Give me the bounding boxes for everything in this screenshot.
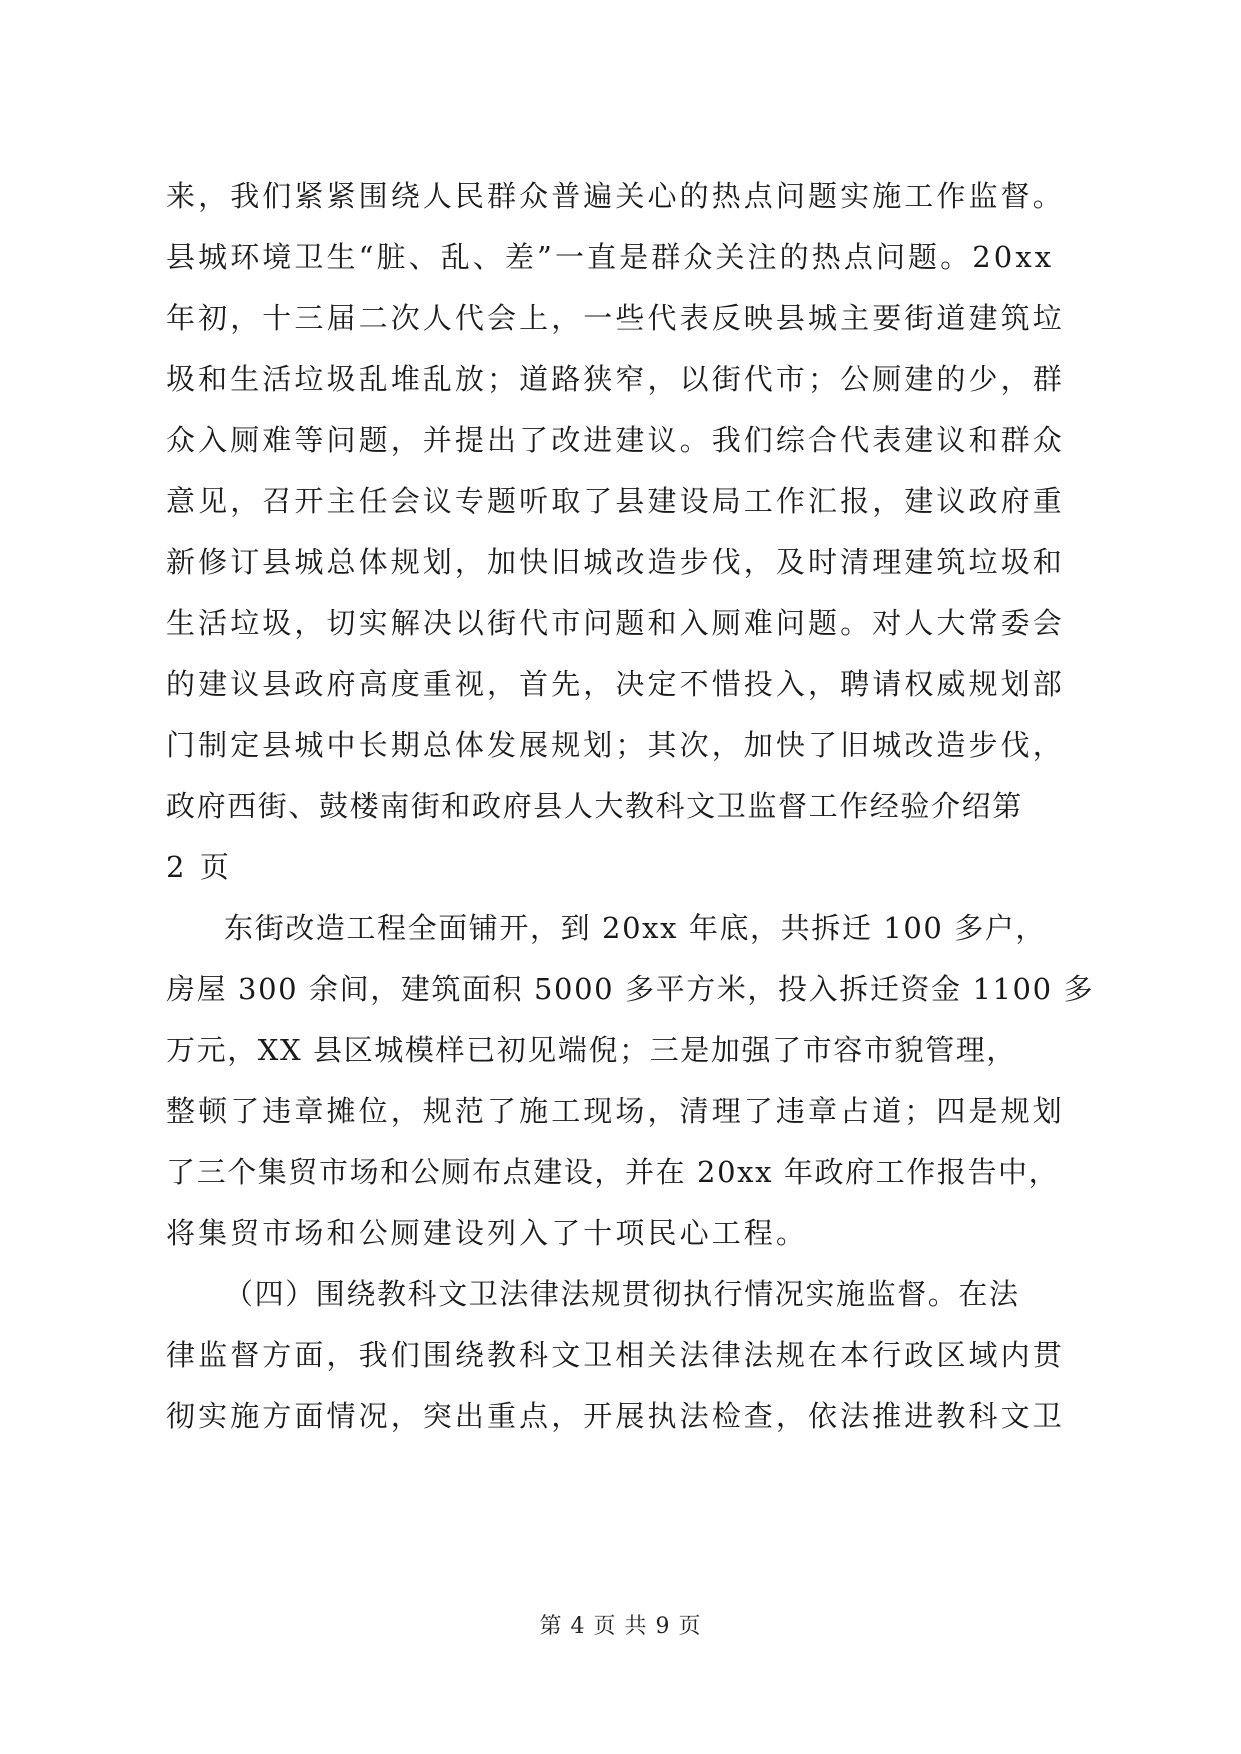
text-line: 整顿了违章摊位，规范了施工现场，清理了违章占道；四是规划 xyxy=(166,1094,1065,1128)
text-line: 万元，XX 县区城模样已初见端倪；三是加强了市容市貌管理， xyxy=(166,1033,1017,1067)
text-line: （四）围绕教科文卫法律法规贯彻执行情况实施监督。在法 xyxy=(224,1277,1020,1311)
text-line: 律监督方面，我们围绕教科文卫相关法律法规在本行政区域内贯 xyxy=(166,1338,1065,1372)
text-line: 了三个集贸市场和公厕布点建设，并在 20xx 年政府工作报告中， xyxy=(166,1155,1060,1189)
text-line: 门制定县城中长期总体发展规划；其次，加快了旧城改造步伐， xyxy=(166,728,1065,762)
text-line: 生活垃圾，切实解决以街代市问题和入厕难问题。对人大常委会 xyxy=(166,606,1065,640)
paragraph xyxy=(166,898,1095,1264)
text-line: 政府西街、鼓楼南街和政府县人大教科文卫监督工作经验介绍第 xyxy=(166,789,1023,823)
paragraph xyxy=(166,166,1082,898)
text-line: 东街改造工程全面铺开，到 20xx 年底，共拆迁 100 多户， xyxy=(224,911,1047,945)
text-line: 众入厕难等问题，并提出了改进建议。我们综合代表建议和群众 xyxy=(166,423,1065,457)
document-body xyxy=(166,166,1095,1447)
text-line: 来，我们紧紧围绕人民群众普遍关心的热点问题实施工作监督。 xyxy=(166,179,1065,213)
text-line: 新修订县城总体规划，加快旧城改造步伐，及时清理建筑垃圾和 xyxy=(166,545,1065,579)
text-line: 2 页 xyxy=(166,850,232,884)
text-line: 圾和生活垃圾乱堆乱放；道路狭窄，以街代市；公厕建的少，群 xyxy=(166,362,1065,396)
text-line: 的建议县政府高度重视，首先，决定不惜投入，聘请权威规划部 xyxy=(166,667,1065,701)
text-line: 意见，召开主任会议专题听取了县建设局工作汇报，建议政府重 xyxy=(166,484,1065,518)
text-line: 彻实施方面情况，突出重点，开展执法检查，依法推进教科文卫 xyxy=(166,1399,1065,1433)
text-line: 房屋 300 余间，建筑面积 5000 多平方米，投入拆迁资金 1100 多 xyxy=(166,972,1095,1006)
page-number-footer: 第 4 页 共 9 页 xyxy=(539,1614,702,1639)
text-line: 年初，十三届二次人代会上，一些代表反映县城主要街道建筑垃 xyxy=(166,301,1065,335)
text-line: 将集贸市场和公厕建设列入了十项民心工程。 xyxy=(166,1216,809,1250)
text-line: 县城环境卫生“脏、乱、差”一直是群众关注的热点问题。20xx xyxy=(166,240,1055,274)
paragraph xyxy=(166,1264,1082,1447)
